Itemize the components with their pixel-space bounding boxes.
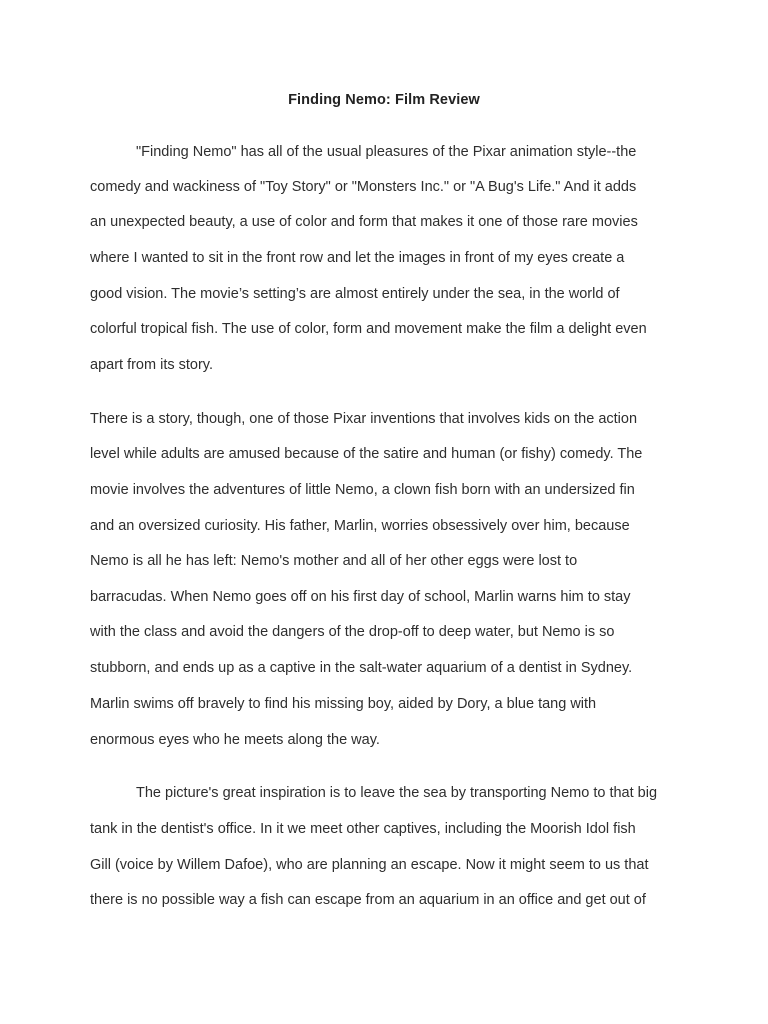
text-line: movie involves the adventures of little Nemo, a clown fish born with an undersized fin [90,482,635,498]
text-line: an unexpected beauty, a use of color and form that makes it one of those rare movies [90,214,638,230]
text-line: barracudas. When Nemo goes off on his first day of school, Marlin warns him to stay [90,589,631,605]
text-line: and an oversized curiosity. His father, Marlin, worries obsessively over him, because [90,518,630,534]
text-line: with the class and avoid the dangers of the drop-off to deep water, but Nemo is so [90,624,615,640]
text-line: tank in the dentist's office. In it we meet other captives, including the Moorish Idol fish [90,821,636,837]
text-line: colorful tropical fish. The use of color, form and movement make the film a delight even [90,321,647,337]
text-line: Marlin swims off bravely to find his missing boy, aided by Dory, a blue tang with [90,696,597,712]
text-line: enormous eyes who he meets along the way. [90,732,380,748]
text-line: good vision. The movie’s setting’s are almost entirely under the sea, in the world of [90,286,620,302]
text-line: "Finding Nemo" has all of the usual pleasures of the Pixar animation style--the [136,144,637,160]
text-line: Gill (voice by Willem Dafoe), who are planning an escape. Now it might seem to us that [90,857,649,873]
text-line: there is no possible way a fish can escape from an aquarium in an office and get out of [90,892,646,908]
text-line: where I wanted to sit in the front row and let the images in front of my eyes create a [90,250,625,266]
text-line: Nemo is all he has left: Nemo's mother and all of her other eggs were lost to [90,553,578,569]
document-title: Finding Nemo: Film Review [288,92,480,108]
text-line: comedy and wackiness of "Toy Story" or "Monsters Inc." or "A Bug's Life." And it adds [90,179,637,195]
text-line: The picture's great inspiration is to leave the sea by transporting Nemo to that big [136,785,658,801]
text-line: stubborn, and ends up as a captive in the salt-water aquarium of a dentist in Sydney. [90,660,633,676]
text-line: There is a story, though, one of those Pixar inventions that involves kids on the action [90,411,638,427]
text-line: level while adults are amused because of the satire and human (or fishy) comedy. The [90,446,643,462]
text-line: apart from its story. [90,357,214,373]
